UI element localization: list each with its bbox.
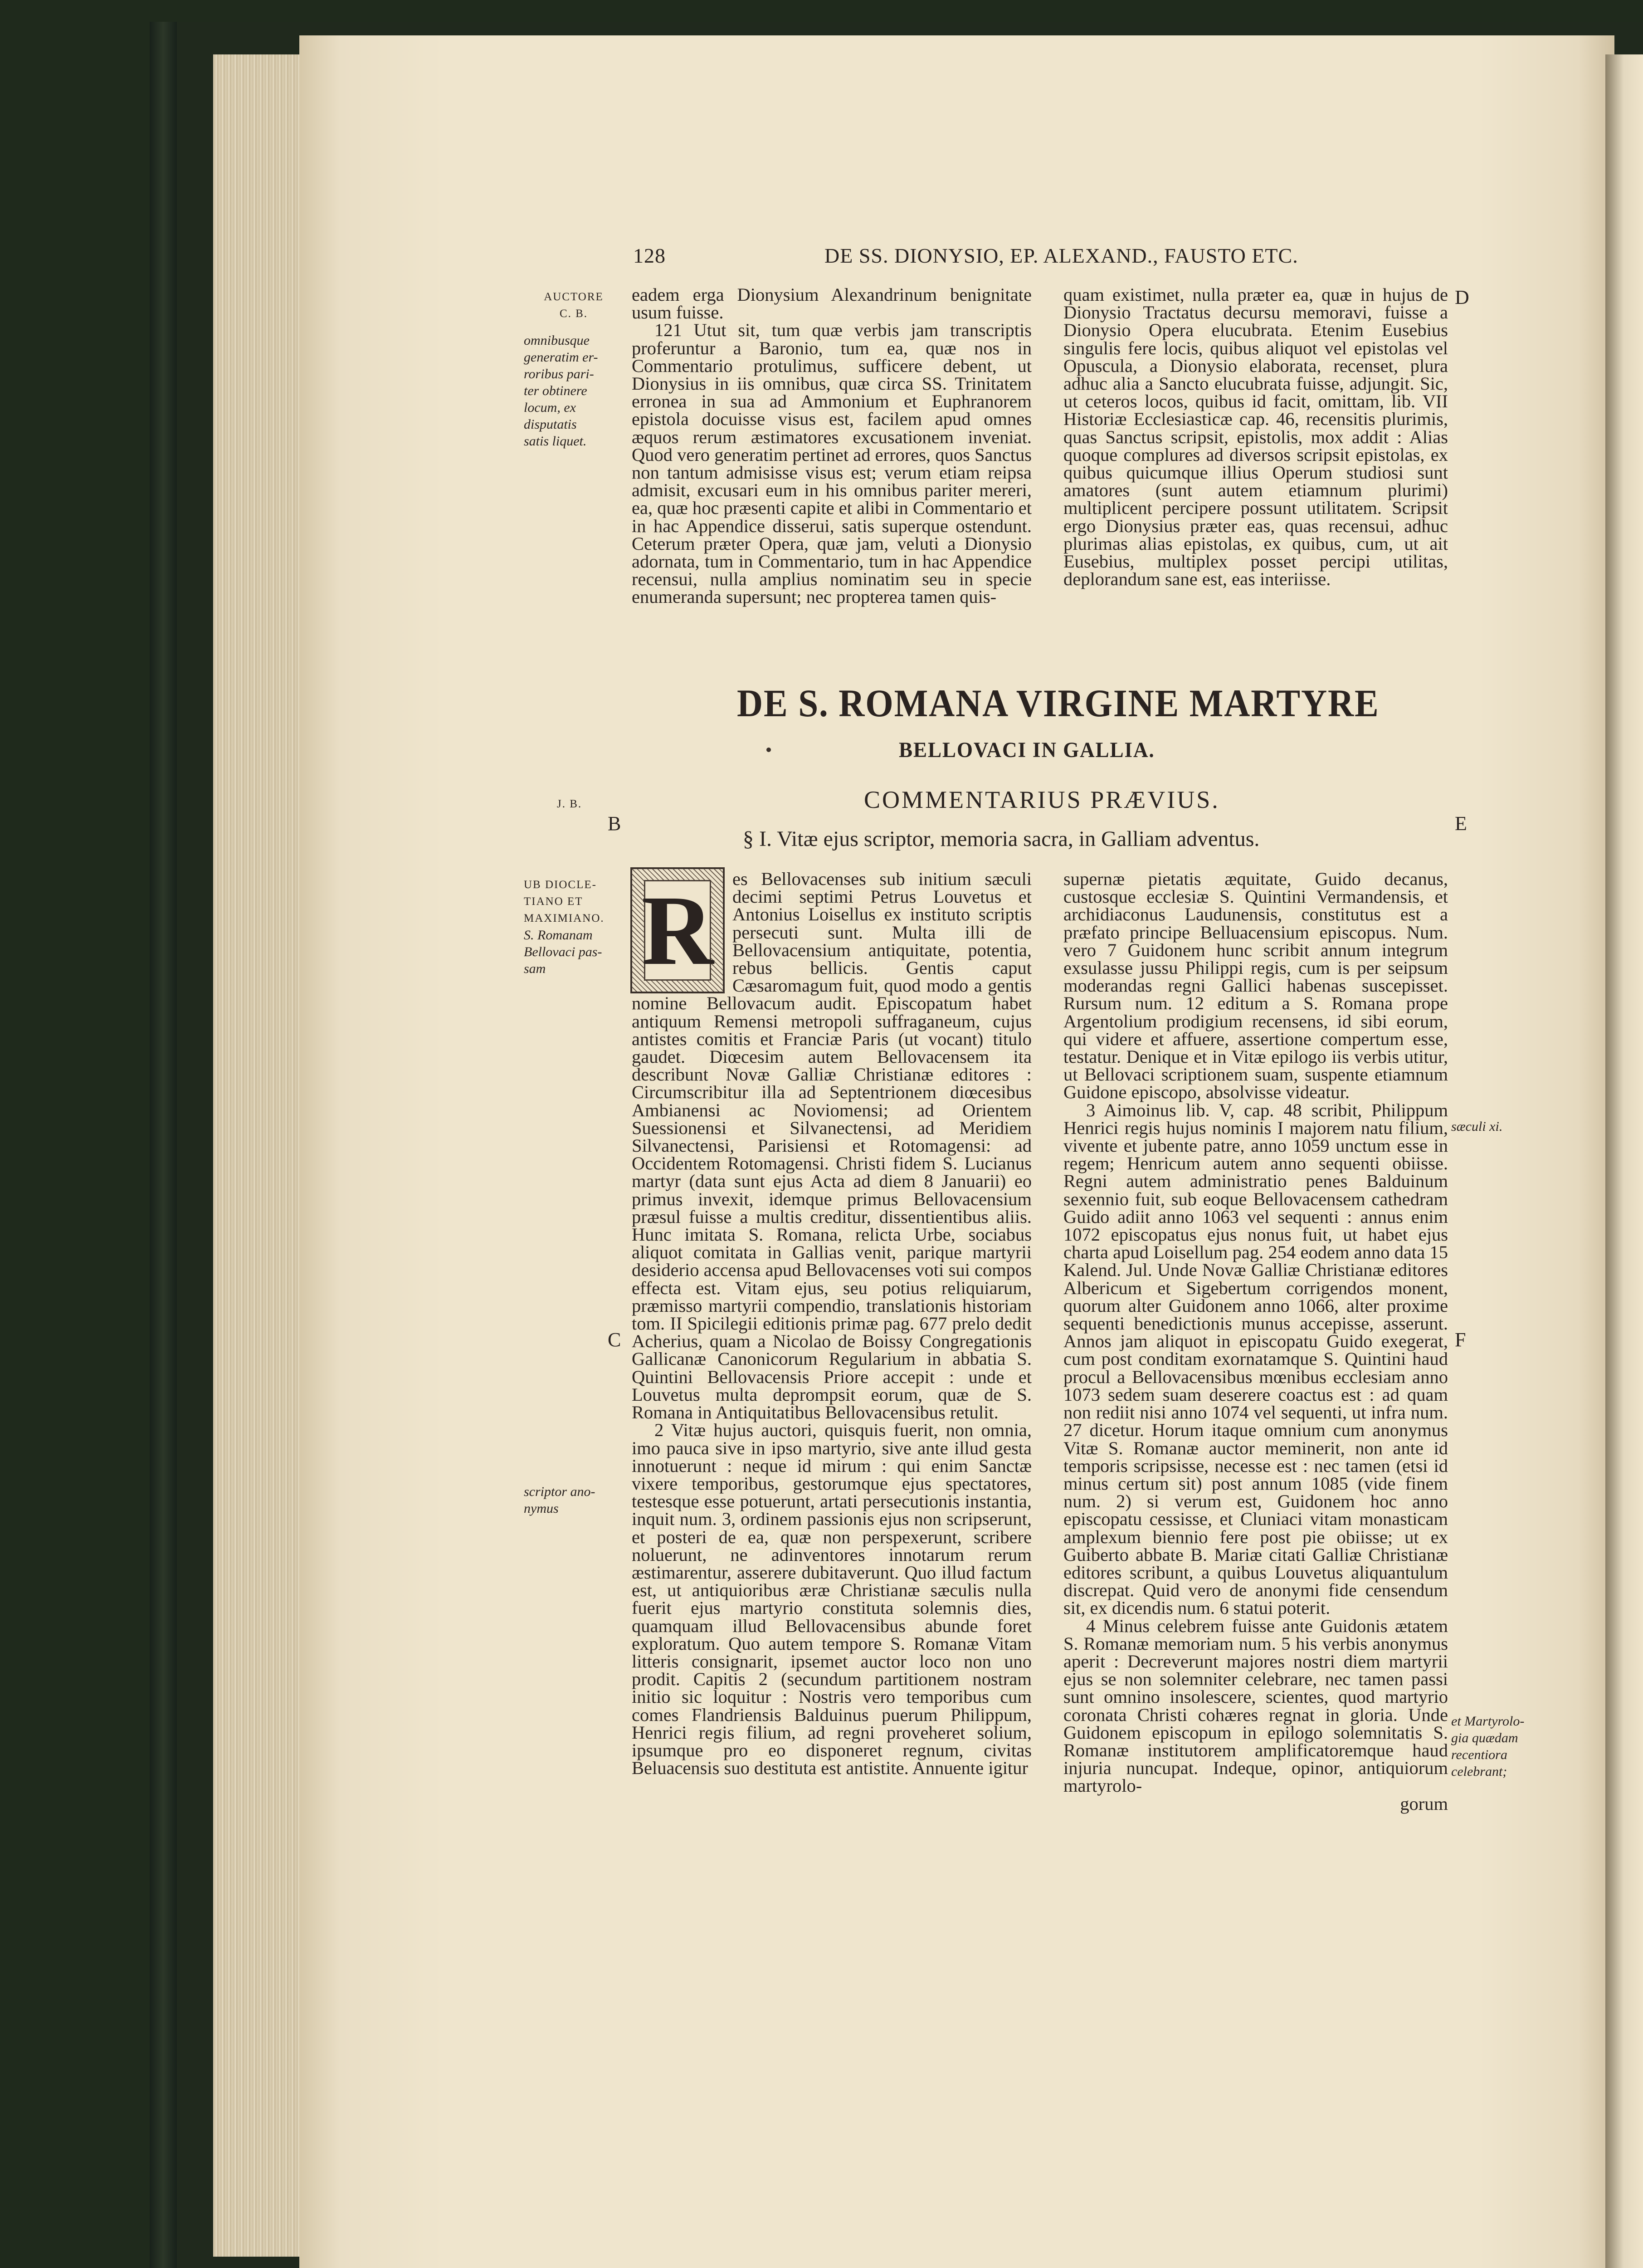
margin-note-dioclatiano: UB DIOCLE- TIANO ET MAXIMIANO. S. Romanam Bellovaci pas- sam — [524, 879, 605, 976]
title-ornament-dot — [766, 748, 771, 752]
paragraph: 4 Minus celebrem fuisse ante Guidonis ætatem S. Romanæ memoriam num. 5 his verbis anonymus aperit : Decreverunt majores nostri diem martyrii ejus se non solemniter celebrare, nec tamen passi sunt omnino insolescere, scientes, quod martyrio coronata Christi cohæres regnat in gloria. Unde Guidonem episcopum in epilogo solemnitatis S. Romanæ institutorem amplificatoremque haud injuria nuncupat. Indeque, opinor, antiquiorum martyrolo- — [1063, 1615, 1448, 1796]
paragraph: quam existimet, nulla præter ea, quæ in hujus de Dionysio Tractatus decursu memoravi, fuisse a Dionysio Opera elucubrata. Etenim Eusebius singulis fere locis, quibus aliquot vel epistolas vel Opuscula, a Dionysio elaborata, recenset, plura adhuc alia a Sancto elucubrata fuisse, adjungit. Sic, ut ceteros locos, quibus id facit, omittam, lib. VII Historiæ Ecclesiasticæ cap. 46, recensitis plurimis, quas Sanctus scripsit, epistolis, mox addit : Alias quoque complures ad diversos scripsit epistolas, ex quibus quicumque illius Operum studiosi sunt amatores (sunt autem etiamnum plurimi) multiplicent percipere possunt utilitatem. Scripsit ergo Dionysius præter eas, quas recensui, adhuc plurimas alias epistolas, ex quibus, cum, ut ait Eusebius, multiplex posset percipi utilitas, deplorandum sane est, eas interiisse. — [1063, 284, 1448, 590]
margin-letter-d: D — [1455, 286, 1469, 308]
section-heading: § I. Vitæ ejus scriptor, memoria sacra, in Galliam adventus. — [743, 827, 1260, 851]
commentary-title: COMMENTARIUS PRÆVIUS. — [864, 786, 1220, 813]
margin-note-saeculi: sæculi xi. — [1451, 1119, 1503, 1134]
lower-left-column — [632, 870, 1032, 1777]
top-right-column — [1063, 286, 1448, 588]
margin-note-martyrologia: et Martyrolo- gia quædam recentiora celebrant; — [1451, 1714, 1525, 1779]
margin-note-omnibusque: omnibusque generatim er- roribus pari- ter obtinere locum, ex disputatis satis liquet. — [524, 333, 598, 449]
paragraph: eadem erga Dionysium Alexandrinum benignitate usum fuisse. — [632, 284, 1032, 323]
top-left-column — [632, 286, 1032, 606]
paragraph: 2 Vitæ hujus auctori, quisquis fuerit, non omnia, imo pauca sive in ipso martyrio, sive ante illud gesta innotuerunt : neque id mirum : qui enim Sanctæ vixere temporibus, gestorumque ejus spectatores, testesque esse potuerunt, artati persecutionis instantia, inquit num. 3, ordinem passionis ejus non scripserunt, et posteri de ea, quæ non perspexerunt, scribere noluerunt, ne adinventores innotarum rerum æstimarentur, asserere dubitaverunt. Quo illud factum est, ut antiquioribus æræ Christianæ sæculis nulla fuerit ejus martyrio constituta solemnis dies, quamquam illud Bellovacensibus abunde foret exploratum. Quo autem tempore S. Romanæ Vitam litteris consignarit, ipsemet auctor loco non uno prodit. Capitis 2 (secundum partitionem nostram initio sic loquitur : Nostris vero temporibus cum comes Flandriensis Balduinus puerum Philippum, Henrici regis filium, ad regni proveheret solium, ipsumque pro eo disponeret regnum, civitas Beluacensis suo destituta est antistite. Annuente igitur — [632, 1420, 1032, 1779]
margin-note-scriptor: scriptor ano- nymus — [524, 1484, 595, 1516]
drop-cap-letter: R — [641, 875, 714, 986]
paragraph: supernæ pietatis æquitate, Guido decanus, custosque ecclesiæ S. Quintini Vermandensis, et archidiaconus Laudunensis, constitutus est a præfato principe Belluacensium episcopus. Num. vero 7 Guidonem hunc scribit annum integrum exsulasse jussu Philippi regis, cum is per seipsum moderandas regni Gallici habenas suscepisset. Rursum num. 12 editum a S. Romana prope Argentolium prodigium recensens, id sibi eorum, qui videre et affuere, assertione compertum esse, testatur. Denique et in Vitæ epilogo iis verbis utitur, ut Bellovaci scriptionem suam, suspente etiamnum Guidone episcopo, absolvisse videatur. — [1063, 869, 1448, 1103]
margin-letter-b: B — [608, 812, 621, 835]
margin-note-auctore: AUCTORE C. B. — [544, 291, 604, 320]
margin-letter-f: F — [1455, 1329, 1466, 1351]
paragraph: es Bellovacenses sub initium sæculi decimi septimi Petrus Louvetus et Antonius Loisellus ex instituto scriptis persecuti sunt. Multa illi de Bellovacensium antiquitate, potentia, rebus bellicis. Gentis caput Cæsaromagum fuit, quod modo a gentis nomine Bellovacum audit. Episcopatum habet antiquum Remensi metropoli suffraganeum, cujus antistes comitis et Franciæ Paris (ut vocant) titulo gaudet. Diœcesim autem Bellovacensem ita describunt Novæ Galliæ Christianæ editores : Circumscribitur illa ad Septentrionem diœcesibus Ambianensi ac Noviomensi; ad Orientem Suessionensi et Silvanectensi, ad Meridiem Silvanectensi, Parisiensi et Rotomagensi: ad Occidentem Rotomagensi. Christi fidem S. Lucianus martyr (data sunt ejus Acta ad diem 8 Januarii) eo primus invexit, idemque primus Bellovacensium præsul fuisse a multis creditur, dissentientibus aliis. Hunc imitata S. Romana, relicta Urbe, sociabus aliquot comitata in Gallias venit, parique martyrii desiderio accensa apud Bellovacenses voti sui compos effecta est. Vitam ejus, seu potius reliquiarum, præmisso martyrii compendio, translationis historiam tom. II Spicilegii editionis primæ pag. 677 prelo dedit Acherius, quam a Nicolao de Boissy Congregationis Gallicanæ Canonicorum Regularium in abbatia S. Quintini Bellovacensis Priore accepit : unde et Louvetus multa deprompsit eorum, quæ de S. Romana in Antiquitatibus Bellovacensibus retulit. — [632, 869, 1032, 1423]
running-title: DE SS. DIONYSIO, EP. ALEXAND., FAUSTO ETC. — [824, 244, 1298, 267]
facing-page-edge — [1605, 54, 1643, 2268]
lower-right-column — [1063, 870, 1448, 1813]
margin-letter-e: E — [1455, 812, 1467, 835]
paragraph: 3 Aimoinus lib. V, cap. 48 scribit, Philippum Henrici regis hujus nominis I majorem natu filium, vivente et jubente patre, anno 1059 unctum esse in regem; Henricum autem anno sequenti obiisse. Regni autem administratio penes Balduinum sexennio fuit, sub eoque Bellovacensem cathedram Guido adiit anno 1063 vel sequenti : annus enim 1072 episcopatus ejus nonus fuit, ut habet ejus charta apud Loisellum pag. 254 eodem anno data 15 Kalend. Jul. Unde Novæ Galliæ Christianæ editores Albericum et Sigebertum corrigendos monent, quorum alter Guidonem anno 1066, alter proxime sequenti benedictionis munus accepisse, asserunt. Annos jam aliquot in episcopatu Guido exegerat, cum post conditam exornatamque S. Quintini haud procul a Bellovacensibus mœnibus ecclesiam anno 1073 sedem suam deserere coactus est : ad quam non rediit nisi anno 1074 vel sequenti, ut infra num. 27 dicetur. Horum itaque omnium cum anonymus Vitæ S. Romanæ auctor meminerit, non ante id temporis scripsisse, necesse est : nec tamen (etsi id minus certum sit) post annum 1085 (vide finem num. 2) si verum est, Guidonem hoc anno episcopatu cessisse, et Cluniaci vitam monasticam amplexum biennio fere post pie obiisse; ut ex Guiberto abbate B. Mariæ citati Galliæ Christianæ editores scribunt, a quibus Louvetus aliquantulum discrepat. Quid vero de anonymi fide censendum sit, ex dicendis num. 6 statui poterit. — [1063, 1100, 1448, 1618]
catchword: gorum — [1400, 1793, 1448, 1814]
margin-letter-c: C — [608, 1329, 621, 1351]
page-number: 128 — [633, 244, 666, 267]
main-title: DE S. ROMANA VIRGINE MARTYRE — [737, 681, 1380, 725]
margin-note-jb: J. B. — [557, 798, 582, 810]
page-edges — [213, 54, 304, 2257]
paragraph: 121 Utut sit, tum quæ verbis jam transcriptis proferuntur a Baronio, tum ea, quæ nos in Commentario protulimus, sufficere debent, ut Dionysius in iis omnibus, quæ circa SS. Trinitatem erronea in sua ad Ammonium et Euphranorem epistola docuisse visus est, facilem apud omnes æquos rerum æstimatores excusationem inveniat. Quod vero generatim pertinet ad errores, quos Sanctus non tantum admisisse visus est; verum etiam reipsa admisit, excusari eum in his omnibus pariter mereri, ea, quæ hoc præsenti capite et alibi in Commentario et in hac Appendice disserui, satis superque ostendunt. Ceterum præter Opera, quæ jam, veluti a Dionysio adornata, tum in Commentario, tum in hac Appendice recensui, nulla amplius nominatim seu in specie enumeranda supersunt; nec propterea tamen quis- — [632, 320, 1032, 607]
place-title: BELLOVACI IN GALLIA. — [899, 738, 1155, 762]
book-spine — [150, 22, 177, 2268]
